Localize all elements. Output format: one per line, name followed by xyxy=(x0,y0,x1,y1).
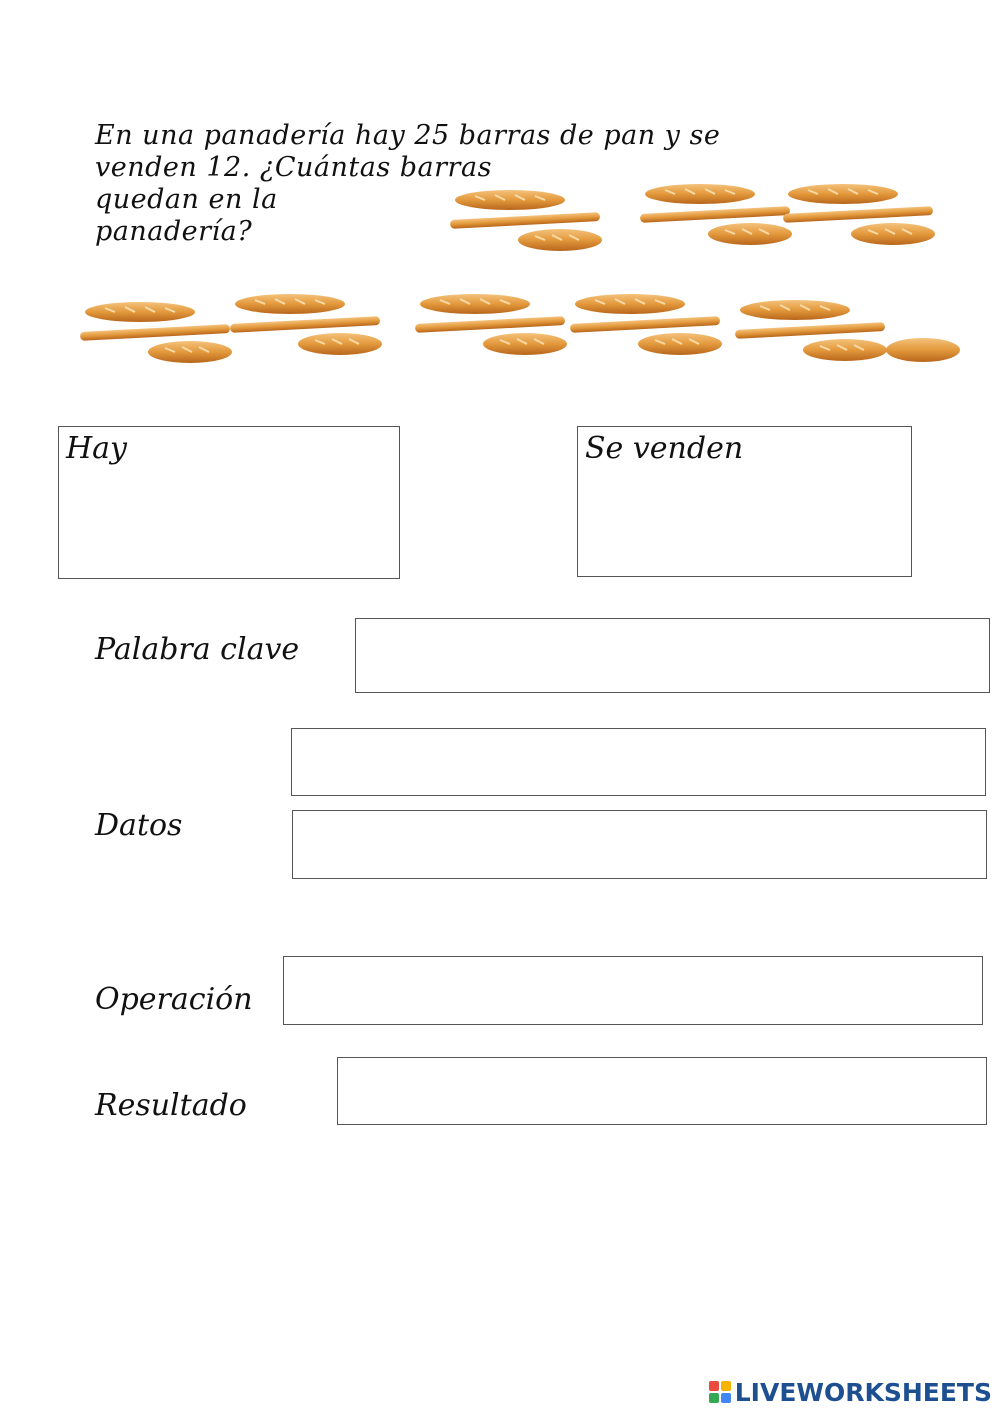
bread-roll-illustration xyxy=(885,330,965,370)
problem-line: venden 12. ¿Cuántas barras xyxy=(95,152,492,183)
bread-illustration xyxy=(415,292,570,362)
brand-icon xyxy=(709,1381,731,1403)
hay-answer-box[interactable] xyxy=(58,426,400,579)
resultado-input[interactable] xyxy=(337,1057,987,1125)
problem-statement xyxy=(95,120,720,248)
bread-illustration xyxy=(230,292,385,362)
datos-label: Datos xyxy=(95,808,183,843)
palabra-clave-label: Palabra clave xyxy=(95,632,300,667)
se-venden-answer-box[interactable] xyxy=(577,426,912,577)
datos-input-2[interactable] xyxy=(292,810,987,879)
liveworksheets-logo xyxy=(709,1377,992,1407)
bread-illustration xyxy=(783,182,938,252)
brand-name: LIVEWORKSHEETS xyxy=(734,1377,992,1407)
palabra-clave-input[interactable] xyxy=(355,618,990,693)
bread-illustration xyxy=(450,188,605,258)
operacion-label: Operación xyxy=(95,982,253,1017)
bread-illustration xyxy=(735,298,890,368)
problem-line: En una panadería hay 25 barras de pan y se xyxy=(95,120,721,151)
se-venden-label: Se venden xyxy=(585,431,744,466)
problem-line: panadería? xyxy=(95,216,253,247)
datos-input-1[interactable] xyxy=(291,728,986,796)
problem-line: quedan en la xyxy=(95,184,278,215)
bread-illustration xyxy=(640,182,795,252)
bread-illustration xyxy=(80,300,235,370)
operacion-input[interactable] xyxy=(283,956,983,1025)
resultado-label: Resultado xyxy=(95,1088,247,1123)
hay-label: Hay xyxy=(66,431,127,466)
bread-illustration xyxy=(570,292,725,362)
